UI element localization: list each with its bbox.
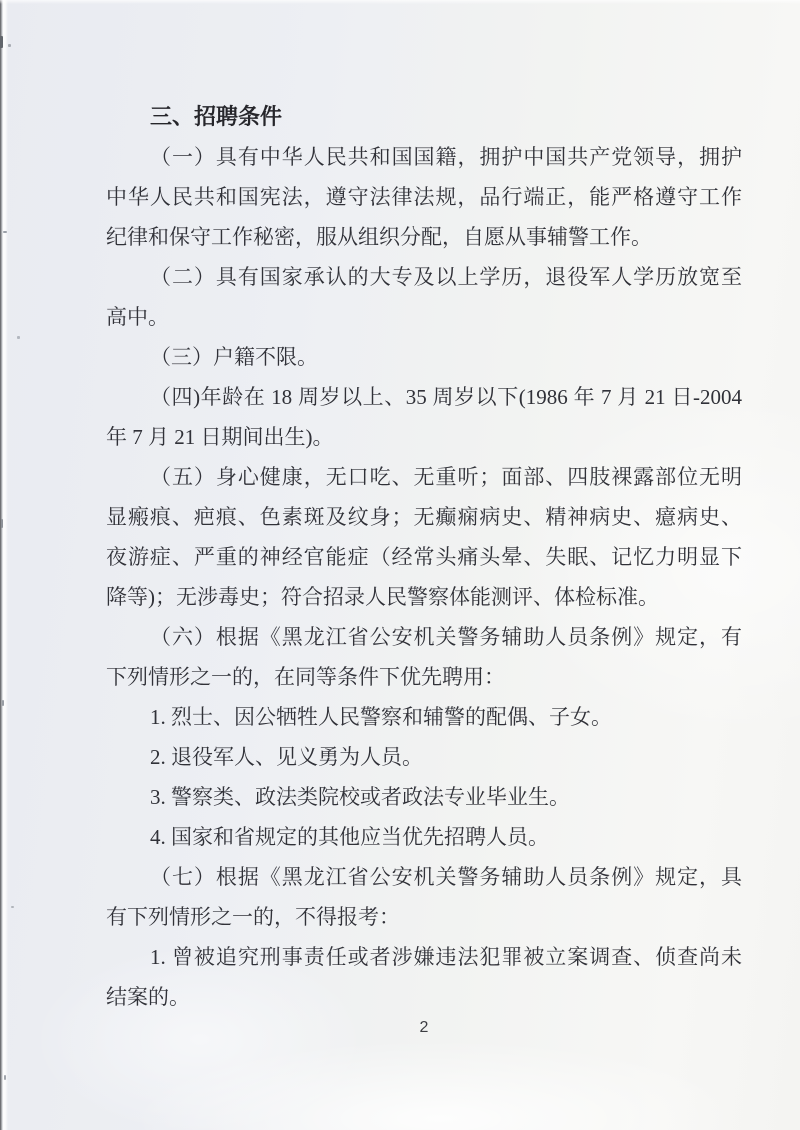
page-number: 2 (419, 1019, 429, 1036)
text-line: （六）根据《黑龙江省公安机关警务辅助人员条例》规定，有 (150, 625, 742, 649)
text-line: 1. 烈士、因公牺牲人民警察和辅警的配偶、子女。 (150, 705, 612, 729)
text-line: （三）户籍不限。 (150, 345, 318, 369)
text-line: 2. 退役军人、见义勇为人员。 (150, 745, 423, 769)
scan-speck (0, 36, 3, 48)
text-line: 下列情形之一的，在同等条件下优先聘用： (106, 665, 505, 689)
text-line: （五）身心健康，无口吃、无重听；面部、四肢裸露部位无明 (150, 465, 742, 489)
text-line: 有下列情形之一的，不得报考： (106, 905, 400, 929)
scan-speck (4, 1075, 6, 1080)
text-line: 显瘢痕、疤痕、色素斑及纹身；无癫痫病史、精神病史、癔病史、 (106, 505, 742, 529)
text-line: 4. 国家和省规定的其他应当优先招聘人员。 (150, 825, 549, 849)
text-line: 夜游症、严重的神经官能症（经常头痛头晕、失眠、记忆力明显下 (106, 545, 742, 569)
text-line: （七）根据《黑龙江省公安机关警务辅助人员条例》规定，具 (150, 865, 742, 889)
scan-speck (8, 44, 11, 47)
text-line: （二）具有国家承认的大专及以上学历，退役军人学历放宽至 (150, 265, 742, 289)
text-line: 3. 警察类、政法类院校或者政法专业毕业生。 (150, 785, 570, 809)
document-body (106, 97, 742, 1017)
section-heading: 三、招聘条件 (150, 104, 283, 129)
text-line: 纪律和保守工作秘密，服从组织分配，自愿从事辅警工作。 (106, 225, 652, 249)
text-line: 中华人民共和国宪法，遵守法律法规，品行端正，能严格遵守工作 (106, 185, 742, 209)
scan-left-edge-shadow (0, 0, 8, 1130)
text-line: 降等)；无涉毒史；符合招录人民警察体能测评、体检标准。 (106, 585, 659, 609)
scan-speck (11, 906, 14, 908)
scan-top-edge-highlight (0, 0, 800, 4)
text-line: （一）具有中华人民共和国国籍，拥护中国共产党领导，拥护 (150, 145, 742, 169)
text-line: 结案的。 (106, 985, 190, 1009)
scan-speck (3, 231, 7, 233)
scan-speck (17, 336, 20, 339)
text-line: 高中。 (106, 305, 169, 329)
text-line: （四)年龄在 18 周岁以上、35 周岁以下(1986 年 7 月 21 日-2004 (150, 385, 742, 409)
scan-speck (1, 519, 3, 528)
scan-speck (2, 700, 4, 706)
text-line: 1. 曾被追究刑事责任或者涉嫌违法犯罪被立案调查、侦查尚未 (150, 945, 742, 969)
text-line: 年 7 月 21 日期间出生)。 (106, 425, 334, 449)
